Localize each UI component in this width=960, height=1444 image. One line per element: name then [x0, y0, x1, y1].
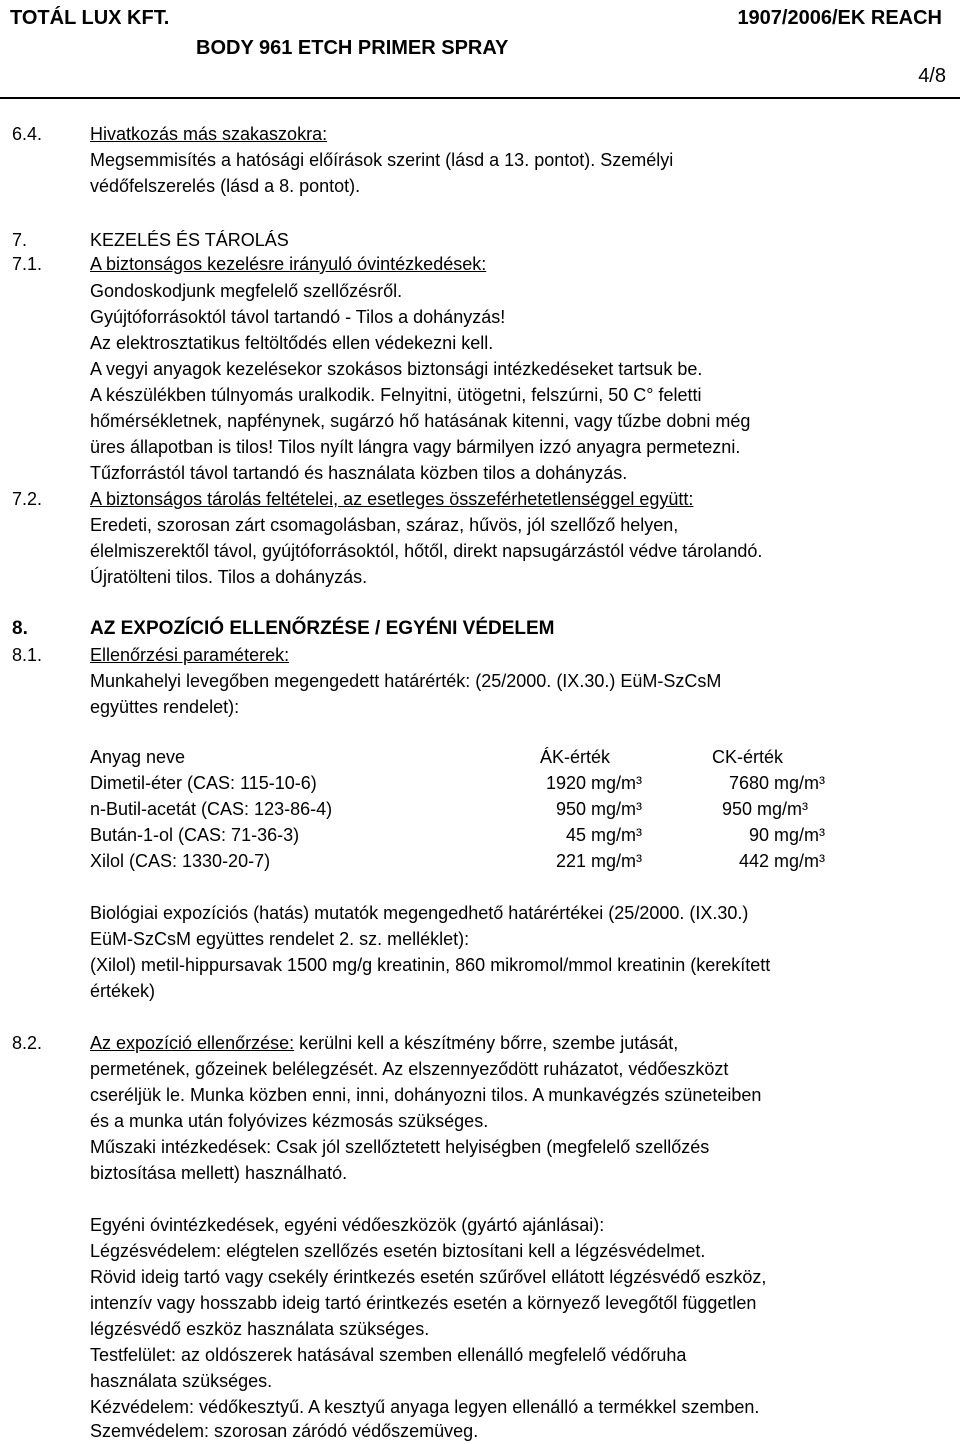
bio-line: értékek) — [90, 981, 156, 1001]
section-8-2-first-text: kerülni kell a készítmény bőrre, szembe jutását, — [294, 1033, 679, 1053]
section-8-2-line: és a munka után folyóvizes kézmosás szükséges. — [90, 1111, 489, 1131]
section-8-2-line: permetének, gőzeinek belélegzését. Az elszennyeződött ruházatot, védőeszközt — [90, 1059, 729, 1079]
ppe-line: használata szükséges. — [90, 1371, 273, 1391]
table-cell-ak: 45 mg/m³ — [565, 825, 642, 845]
table-cell-ck: 90 mg/m³ — [748, 825, 825, 845]
regulation-ref: 1907/2006/EK REACH — [737, 7, 942, 29]
table-header-ak: ÁK-érték — [540, 747, 611, 767]
table-cell-ck: 7680 mg/m³ — [728, 773, 825, 793]
product-name: BODY 961 ETCH PRIMER SPRAY — [196, 37, 509, 59]
section-7-2-line: élelmiszerektől távol, gyújtóforrásoktól, hőtől, direkt napsugárzástól védve tárolandó. — [90, 541, 763, 561]
section-8-2-first-line — [90, 1031, 678, 1055]
section-7-2-title: A biztonságos tárolás feltételei, az esetleges összeférhetetlenséggel együtt: — [90, 489, 694, 509]
ppe-line: Egyéni óvintézkedések, egyéni védőeszközök (gyártó ajánlásai): — [90, 1215, 605, 1235]
section-7-1-line: üres állapotban is tilos! Tilos nyílt lángra vagy bármilyen izzó anyagra permetezni. — [90, 437, 741, 457]
table-cell-ck: 950 mg/m³ — [721, 799, 808, 819]
ppe-line: Szemvédelem: szorosan záródó védőszemüveg. — [90, 1421, 479, 1441]
table-cell-ck: 442 mg/m³ — [738, 851, 825, 871]
section-7-1-line: A vegyi anyagok kezelésekor szokásos biztonsági intézkedéseket tartsuk be. — [90, 359, 703, 379]
table-cell-substance: Dimetil-éter (CAS: 115-10-6) — [90, 773, 317, 793]
section-7-1-line: Gondoskodjunk megfelelő szellőzésről. — [90, 281, 403, 301]
section-8-2-line: Műszaki intézkedések: Csak jól szellőztetett helyiségben (megfelelő szellőzés — [90, 1137, 710, 1157]
section-8-number: 8. — [12, 618, 28, 639]
section-8-2-title: Az expozíció ellenőrzése: — [90, 1033, 295, 1053]
table-cell-ak: 950 mg/m³ — [555, 799, 642, 819]
section-7-title: KEZELÉS ÉS TÁROLÁS — [90, 230, 289, 250]
section-8-2-line: cseréljük le. Munka közben enni, inni, dohányozni tilos. A munkavégzés szüneteiben — [90, 1085, 762, 1105]
section-8-1-line: együttes rendelet): — [90, 697, 240, 717]
page-number: 4/8 — [918, 65, 946, 87]
ppe-line: légzésvédő eszköz használata szükséges. — [90, 1319, 430, 1339]
section-7-2-number: 7.2. — [12, 489, 43, 509]
section-7-1-title: A biztonságos kezelésre irányuló óvintézkedések: — [90, 254, 487, 274]
section-8-2-number: 8.2. — [12, 1033, 43, 1053]
section-7-1-line: Tűzforrástól távol tartandó és használata közben tilos a dohányzás. — [90, 463, 628, 483]
table-cell-substance: Xilol (CAS: 1330-20-7) — [90, 851, 271, 871]
table-cell-substance: n-Butil-acetát (CAS: 123-86-4) — [90, 799, 333, 819]
table-cell-substance: Bután-1-ol (CAS: 71-36-3) — [90, 825, 300, 845]
section-7-2-line: Újratölteni tilos. Tilos a dohányzás. — [90, 567, 368, 587]
bio-line: (Xilol) metil-hippursavak 1500 mg/g kreatinin, 860 mikromol/mmol kreatinin (kerekített — [90, 955, 771, 975]
section-6-4-title: Hivatkozás más szakaszokra: — [90, 124, 328, 144]
section-7-number: 7. — [12, 230, 28, 250]
section-8-1-title: Ellenőrzési paraméterek: — [90, 645, 290, 665]
section-8-1-line: Munkahelyi levegőben megengedett határérték: (25/2000. (IX.30.) EüM-SzCsM — [90, 671, 722, 691]
section-7-1-line: A készülékben túlnyomás uralkodik. Felnyitni, ütögetni, felszúrni, 50 C° feletti — [90, 385, 702, 405]
section-7-1-line: Az elektrosztatikus feltöltődés ellen védekezni kell. — [90, 333, 494, 353]
section-7-1-line: hőmérsékletnek, napfénynek, sugárzó hő hatásának kitenni, vagy tűzbe dobni még — [90, 411, 751, 431]
section-8-2-line: biztosítása mellett) használható. — [90, 1163, 348, 1183]
table-header-ck: CK-érték — [712, 747, 784, 767]
section-6-4-number: 6.4. — [12, 124, 43, 144]
company-name: TOTÁL LUX KFT. — [10, 7, 170, 29]
section-7-2-line: Eredeti, szorosan zárt csomagolásban, száraz, hűvös, jól szellőző helyen, — [90, 515, 679, 535]
section-6-4-line: Megsemmisítés a hatósági előírások szerint (lásd a 13. pontot). Személyi — [90, 150, 674, 170]
section-7-1-number: 7.1. — [12, 254, 43, 274]
ppe-line: Testfelület: az oldószerek hatásával szemben ellenálló megfelelő védőruha — [90, 1345, 687, 1365]
ppe-line: Légzésvédelem: elégtelen szellőzés esetén biztosítani kell a légzésvédelmet. — [90, 1241, 706, 1261]
bio-line: Biológiai expozíciós (hatás) mutatók megengedhető határértékei (25/2000. (IX.30.) — [90, 903, 749, 923]
ppe-line: Kézvédelem: védőkesztyű. A kesztyű anyaga legyen ellenálló a termékkel szemben. — [90, 1397, 760, 1417]
bio-line: EüM-SzCsM együttes rendelet 2. sz. melléklet): — [90, 929, 470, 949]
ppe-line: Rövid ideig tartó vagy csekély érintkezés esetén szűrővel ellátott légzésvédő eszköz, — [90, 1267, 767, 1287]
table-header-substance: Anyag neve — [90, 747, 186, 767]
section-6-4-line: védőfelszerelés (lásd a 8. pontot). — [90, 176, 361, 196]
table-cell-ak: 221 mg/m³ — [555, 851, 642, 871]
table-cell-ak: 1920 mg/m³ — [545, 773, 642, 793]
section-8-title: AZ EXPOZÍCIÓ ELLENŐRZÉSE / EGYÉNI VÉDELEM — [90, 618, 555, 639]
ppe-line: intenzív vagy hosszabb ideig tartó érintkezés esetén a környező levegőtől független — [90, 1293, 757, 1313]
section-8-1-number: 8.1. — [12, 645, 43, 665]
header-divider — [0, 97, 960, 99]
section-7-1-line: Gyújtóforrásoktól távol tartandó - Tilos a dohányzás! — [90, 307, 506, 327]
